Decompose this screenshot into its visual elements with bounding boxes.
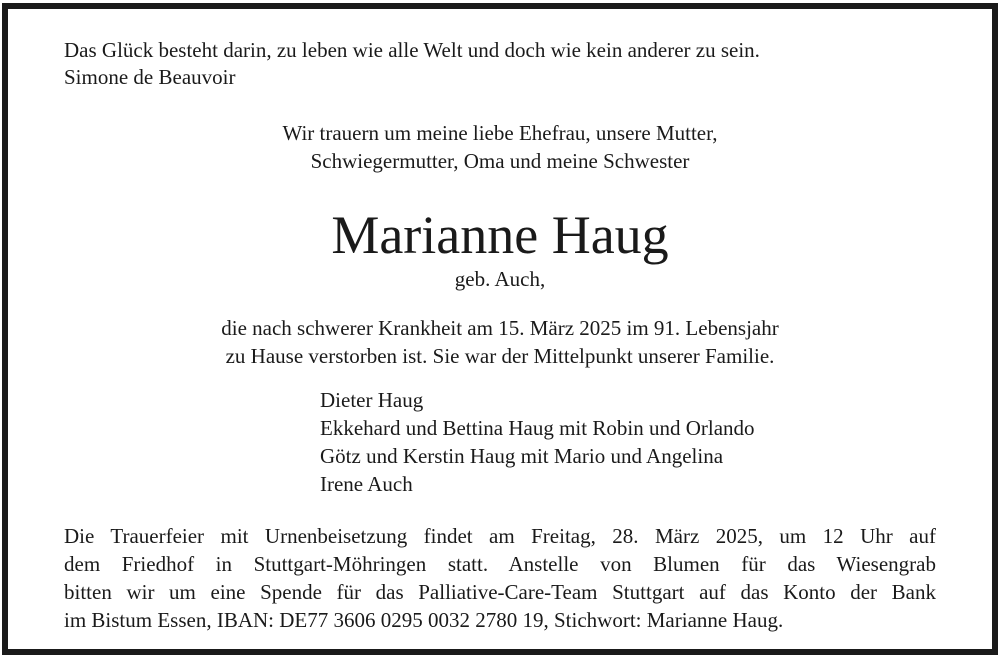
funeral-details <box>64 522 936 634</box>
quote-author: Simone de Beauvoir <box>64 65 236 89</box>
mourner-name: Götz und Kerstin Haug mit Mario und Angelina <box>320 444 724 468</box>
mourner-name: Ekkehard und Bettina Haug mit Robin und Orlando <box>320 416 755 440</box>
intro-line-2: Schwiegermutter, Oma und meine Schwester <box>310 149 690 173</box>
mourner-name: Irene Auch <box>320 472 413 496</box>
death-notice <box>8 314 992 370</box>
deceased-name: Marianne Haug <box>331 205 669 265</box>
epigraph-quote <box>64 37 760 91</box>
mourning-intro <box>8 119 992 175</box>
obituary-frame <box>2 3 998 655</box>
funeral-line: dem Friedhof in Stuttgart-Möhringen statt. Anstelle von Blumen für das Wiesengrab <box>64 552 936 576</box>
mourner-name: Dieter Haug <box>320 388 424 412</box>
death-notice-line-2: zu Hause verstorben ist. Sie war der Mittelpunkt unserer Familie. <box>225 344 775 368</box>
funeral-line: im Bistum Essen, IBAN: DE77 3606 0295 0032 2780 19, Stichwort: Marianne Haug. <box>64 608 784 632</box>
maiden-name: geb. Auch, <box>454 267 546 291</box>
mourners-list <box>320 386 755 498</box>
quote-text: Das Glück besteht darin, zu leben wie alle Welt und doch wie kein anderer zu sein. <box>64 38 760 62</box>
funeral-line: Die Trauerfeier mit Urnenbeisetzung findet am Freitag, 28. März 2025, um 12 Uhr auf <box>64 524 936 548</box>
intro-line-1: Wir trauern um meine liebe Ehefrau, unsere Mutter, <box>282 121 718 145</box>
funeral-line: bitten wir um eine Spende für das Palliative-Care-Team Stuttgart auf das Konto der Bank <box>64 580 936 604</box>
death-notice-line-1: die nach schwerer Krankheit am 15. März 2025 im 91. Lebensjahr <box>221 316 779 340</box>
